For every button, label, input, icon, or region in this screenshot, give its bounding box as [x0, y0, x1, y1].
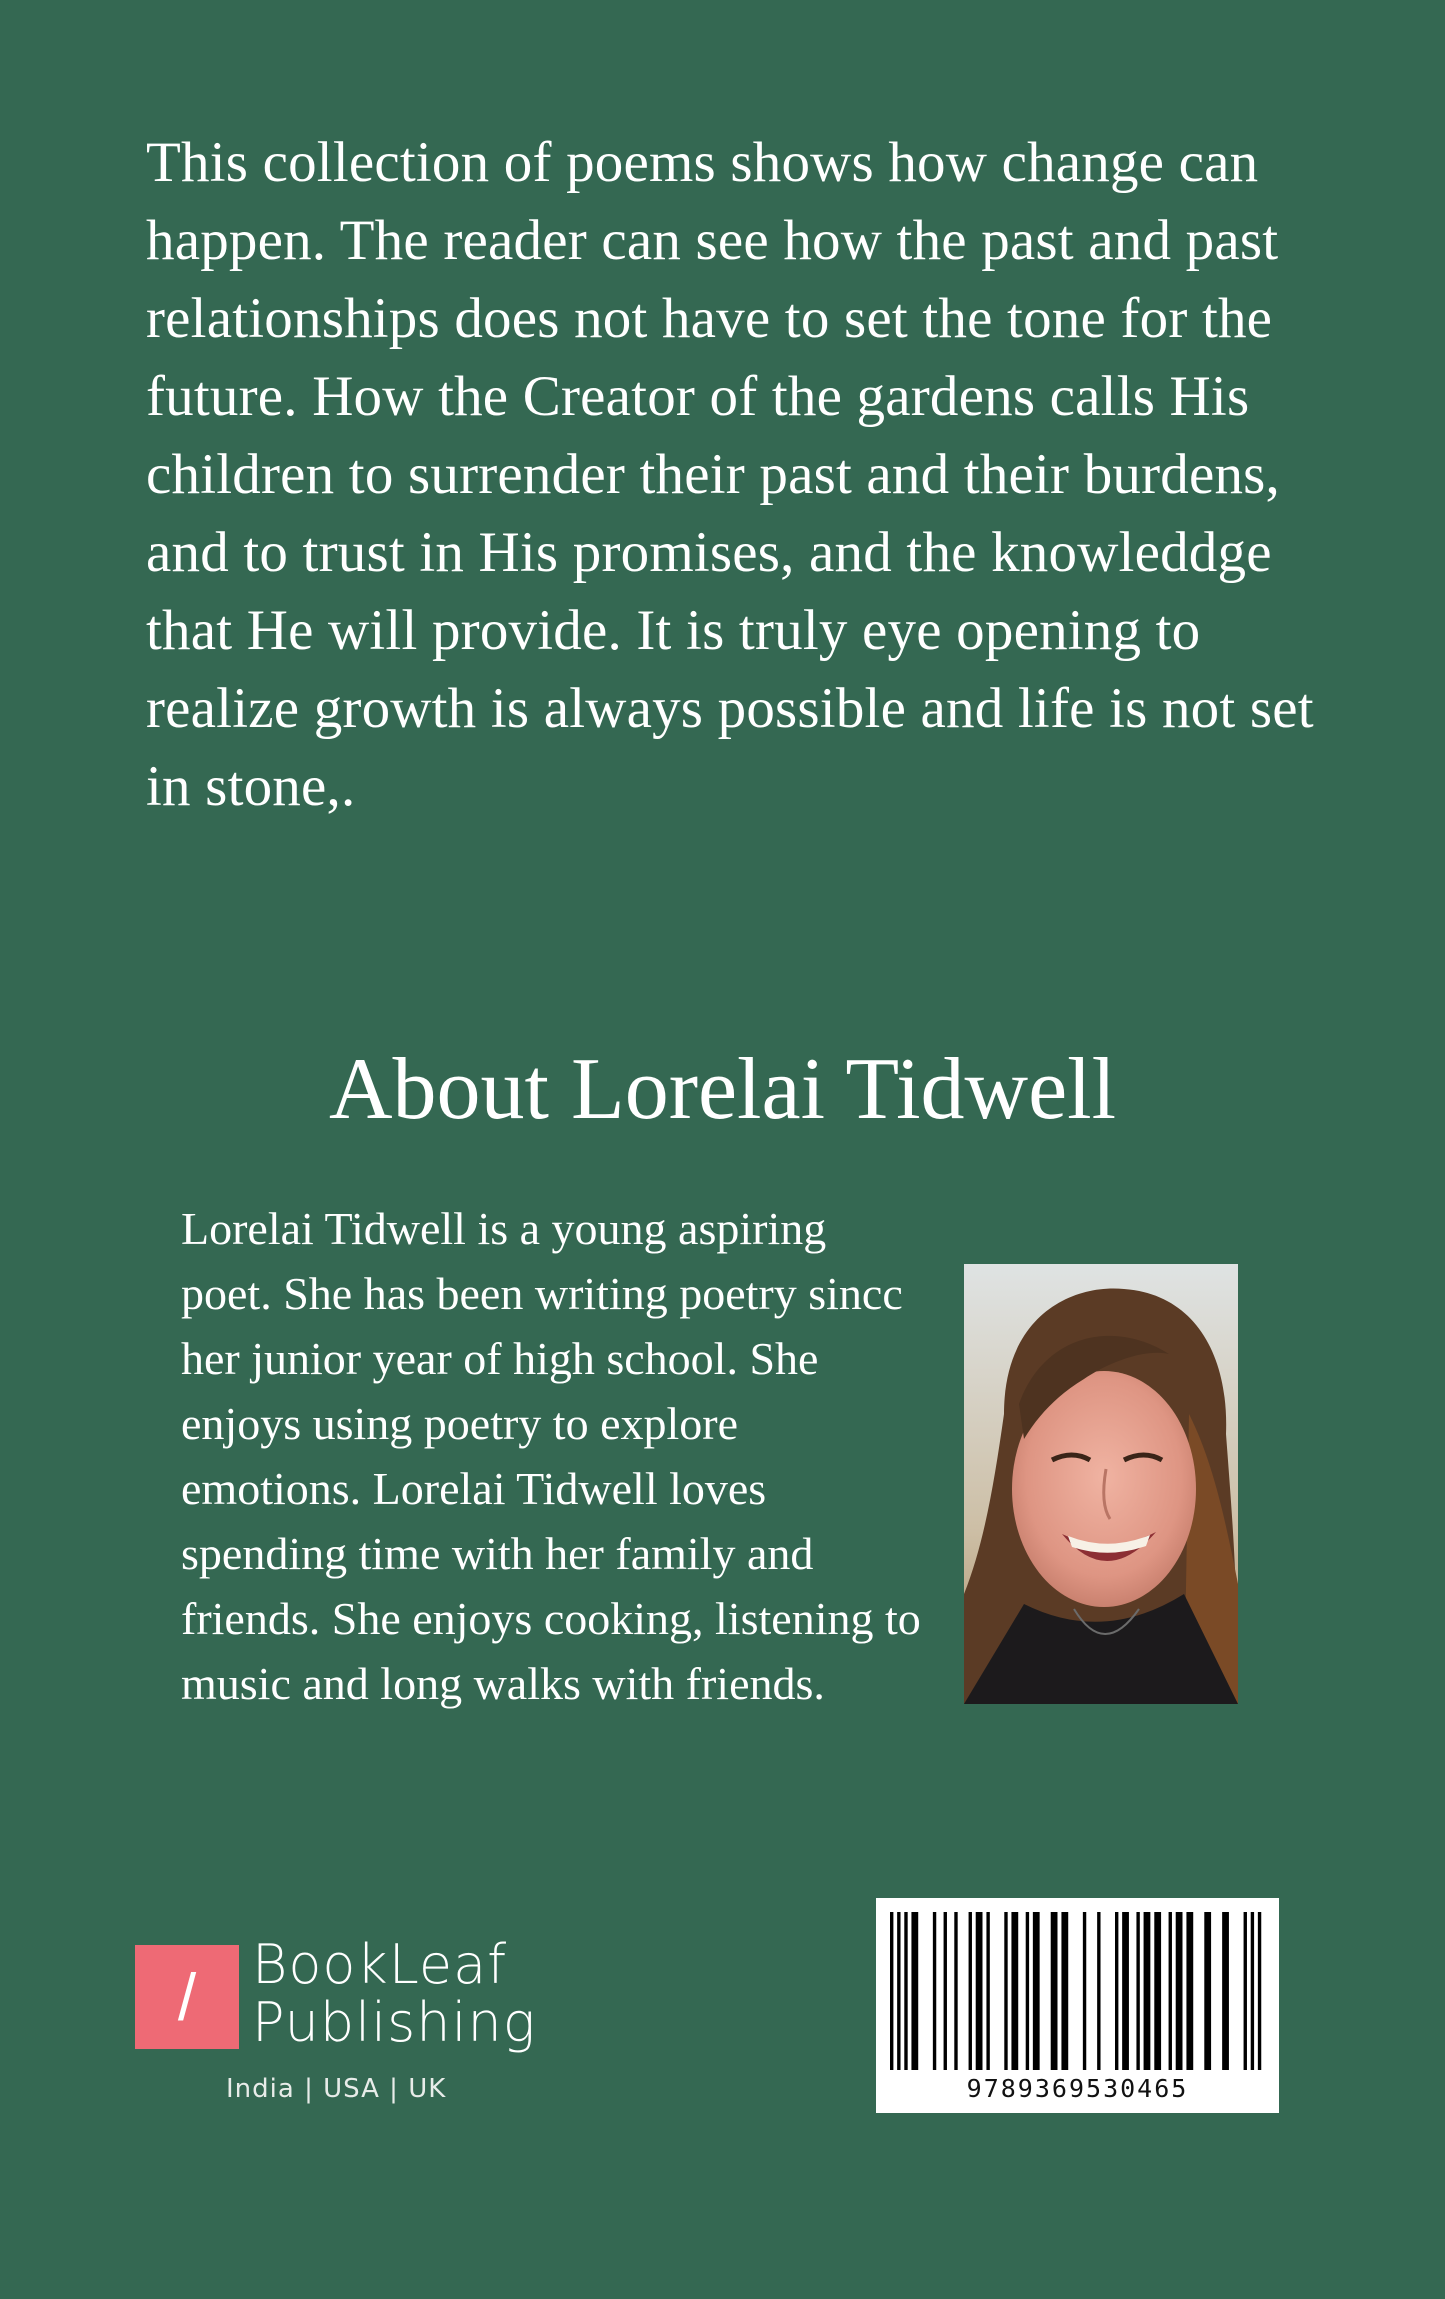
barcode-bar — [1122, 1912, 1129, 2070]
barcode-bar — [1097, 1912, 1100, 2070]
barcode-bar — [1004, 1912, 1007, 2070]
barcode-bar — [890, 1912, 893, 2070]
publisher-regions: India | USA | UK — [226, 2074, 447, 2104]
barcode-bar — [1026, 1912, 1029, 2070]
barcode-bar — [911, 1912, 918, 2070]
book-blurb: This collection of poems shows how change can happen. The reader can see how the past and past relationships does not have to set the tone for the future. How the Creator of the gardens calls His children to surrender their past and their burdens, and to trust in His promises, and the knowleddge that He will provide. It is truly eye opening to realize growth is always possible and life is not set in stone,. — [146, 131, 1314, 818]
logo-slash: / — [177, 1960, 197, 2034]
isbn-barcode — [876, 1898, 1279, 2113]
barcode-bar — [944, 1912, 947, 2070]
barcode-bar — [1115, 1912, 1118, 2070]
publisher-name-line1: BookLeaf — [252, 1933, 508, 1996]
barcode-bar — [1083, 1912, 1086, 2070]
barcode-bar — [1051, 1912, 1058, 2070]
barcode-bar — [1258, 1912, 1261, 2070]
barcode-bar — [1154, 1912, 1161, 2070]
barcode-bar — [1244, 1912, 1247, 2070]
barcode-bar — [1011, 1912, 1018, 2070]
barcode-bar — [1176, 1912, 1183, 2070]
publisher-name-line2: Publishing — [252, 1991, 537, 2054]
barcode-icon — [876, 1898, 1279, 2074]
barcode-bar — [986, 1912, 989, 2070]
barcode-bar — [1033, 1912, 1040, 2070]
publisher-name — [252, 1933, 537, 2054]
publisher-logo-icon — [135, 1945, 239, 2049]
barcode-bar — [904, 1912, 907, 2070]
barcode-bar — [1144, 1912, 1151, 2070]
isbn-number: 9789369530465 — [966, 2074, 1189, 2103]
barcode-bar — [976, 1912, 983, 2070]
barcode-bar — [1061, 1912, 1068, 2070]
barcode-bar — [1136, 1912, 1139, 2070]
barcode-bar — [1251, 1912, 1254, 2070]
barcode-bar — [1169, 1912, 1172, 2070]
author-photo — [964, 1264, 1238, 1704]
author-bio: Lorelai Tidwell is a young aspiring poet. She has been writing poetry sincc her junior year of high school. She enjoys using poetry to explore emotions. Lorelai Tidwell loves spending time with her family and friends. She enjoys cooking, listening to music and long walks with friends. — [181, 1203, 921, 1709]
barcode-bar — [1186, 1912, 1193, 2070]
barcode-bar — [897, 1912, 900, 2070]
barcode-bar — [933, 1912, 936, 2070]
barcode-bar — [1222, 1912, 1229, 2070]
barcode-bar — [969, 1912, 972, 2070]
barcode-bar — [1204, 1912, 1211, 2070]
barcode-bar — [954, 1912, 957, 2070]
about-author-heading: About Lorelai Tidwell — [328, 1041, 1117, 1138]
